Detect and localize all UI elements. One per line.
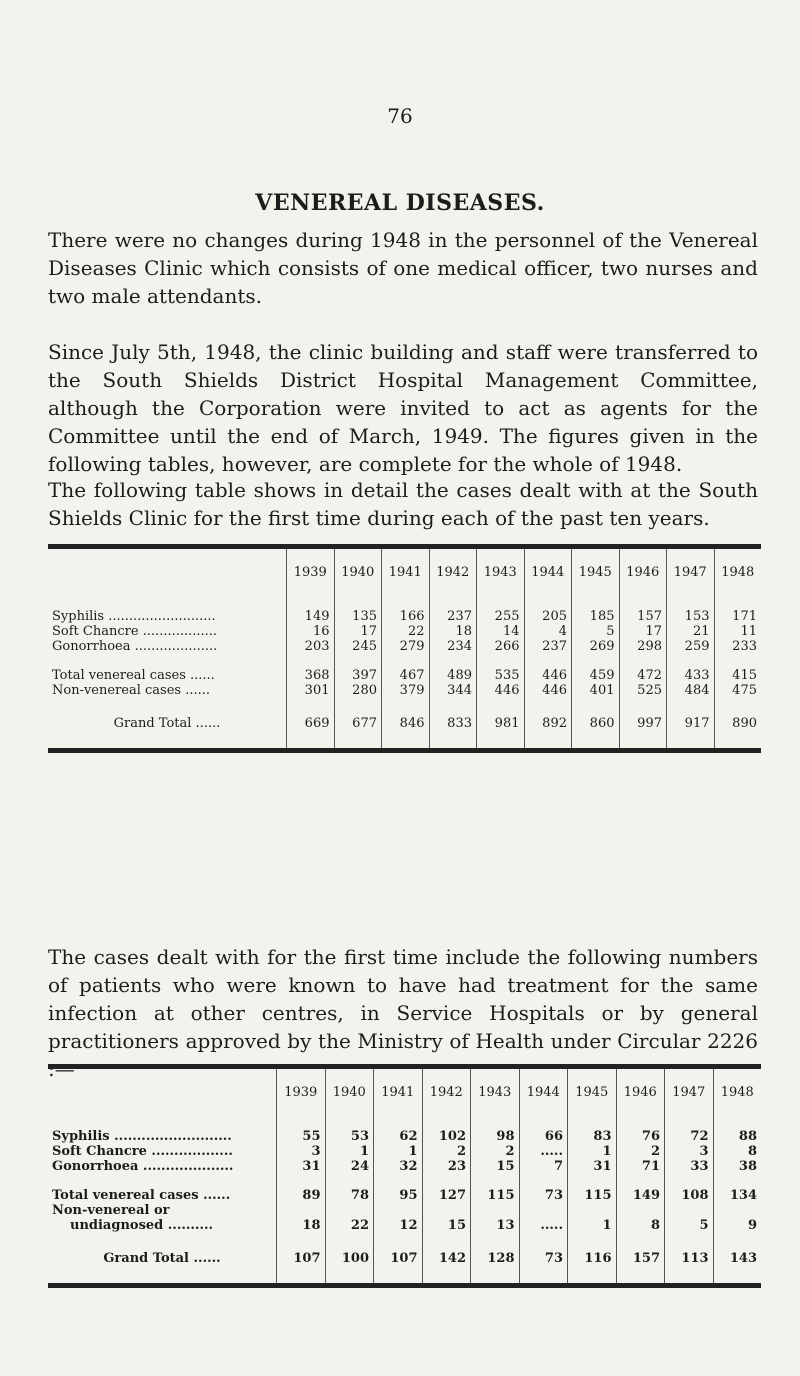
cell: 149 [287, 609, 335, 624]
cell: 31 [568, 1159, 617, 1174]
row-label: Grand Total ...... [103, 1250, 221, 1266]
row-label: Grand Total ...... [113, 715, 221, 731]
cell: 266 [477, 639, 525, 654]
cell: 17 [619, 624, 667, 639]
row-label: Total venereal cases ...... [52, 668, 215, 683]
cell: 298 [619, 639, 667, 654]
table-row [48, 1188, 761, 1203]
cell: 997 [619, 712, 667, 734]
cell [713, 1203, 761, 1218]
cell: 143 [713, 1247, 761, 1269]
cell: 259 [667, 639, 715, 654]
cell: 89 [277, 1188, 326, 1203]
cell: 100 [325, 1247, 374, 1269]
cell [616, 1203, 665, 1218]
cell [422, 1203, 471, 1218]
year-header: 1945 [572, 547, 620, 596]
cell: 157 [619, 609, 667, 624]
cell: 53 [325, 1129, 374, 1144]
table-row [48, 1129, 761, 1144]
cell: 2 [422, 1144, 471, 1159]
row-label: Gonorrhoea .................... [52, 1159, 234, 1174]
cell [471, 1203, 520, 1218]
table-row [48, 624, 761, 639]
cell: 4 [524, 624, 572, 639]
cell: 95 [374, 1188, 423, 1203]
cell: 245 [334, 639, 382, 654]
cell: 535 [477, 668, 525, 683]
cell: 489 [429, 668, 477, 683]
cell: 1 [568, 1218, 617, 1233]
cell: 446 [524, 668, 572, 683]
cell: 83 [568, 1129, 617, 1144]
cell: 379 [382, 683, 430, 698]
cell: 32 [374, 1159, 423, 1174]
year-header: 1944 [519, 1067, 568, 1116]
cell: 11 [714, 624, 761, 639]
table-row [48, 668, 761, 683]
cell: 269 [572, 639, 620, 654]
cell: 5 [665, 1218, 714, 1233]
cell: 279 [382, 639, 430, 654]
paragraph-circular: The cases dealt with for the first time include the following numbers of patients who were known to have had treatment for the same infection at other centres, in Service Hospitals or by general practitioners approved by the Ministry of Health under Circular 2226 :— [48, 945, 758, 1081]
cell: 205 [524, 609, 572, 624]
table-row-total [48, 1247, 761, 1269]
cell: 1 [325, 1144, 374, 1159]
cell: 15 [422, 1218, 471, 1233]
cell: 31 [277, 1159, 326, 1174]
cell: 8 [713, 1144, 761, 1159]
cell: 7 [519, 1159, 568, 1174]
row-label: Syphilis .......................... [52, 1129, 232, 1144]
row-label: Soft Chancre .................. [52, 624, 218, 639]
row-label: Gonorrhoea .................... [52, 639, 218, 654]
year-header: 1945 [568, 1067, 617, 1116]
cell [277, 1203, 326, 1218]
year-header: 1940 [334, 547, 382, 596]
year-header: 1940 [325, 1067, 374, 1116]
page-number: 76 [387, 104, 413, 128]
cell: 892 [524, 712, 572, 734]
cell: 234 [429, 639, 477, 654]
cell: 66 [519, 1129, 568, 1144]
cell: ..... [519, 1218, 568, 1233]
cell: 135 [334, 609, 382, 624]
cell: 237 [429, 609, 477, 624]
cell: 157 [616, 1247, 665, 1269]
cell: 72 [665, 1129, 714, 1144]
cell: 917 [667, 712, 715, 734]
cell [568, 1203, 617, 1218]
cell: 16 [287, 624, 335, 639]
cell [665, 1203, 714, 1218]
cell: 433 [667, 668, 715, 683]
cell: 134 [713, 1188, 761, 1203]
table-header-row [48, 547, 761, 596]
page-title: VENEREAL DISEASES. [255, 190, 545, 216]
paragraph-table-intro: The following table shows in detail the cases dealt with at the South Shields Clinic for the first time during each of the past ten years. [48, 478, 758, 530]
table-row [48, 1203, 761, 1218]
year-header: 1946 [619, 547, 667, 596]
cell: 128 [471, 1247, 520, 1269]
cell: 846 [382, 712, 430, 734]
cell: 2 [471, 1144, 520, 1159]
row-label: Total venereal cases ...... [52, 1188, 231, 1203]
cell: ..... [519, 1144, 568, 1159]
paragraph-staff: There were no changes during 1948 in the personnel of the Venereal Diseases Clinic which consists of one medical officer, two nurses and two male attendants. [48, 228, 758, 308]
cell: 472 [619, 668, 667, 683]
cell: 344 [429, 683, 477, 698]
cell: 33 [665, 1159, 714, 1174]
cell: 459 [572, 668, 620, 683]
cell: 107 [277, 1247, 326, 1269]
cell: 22 [325, 1218, 374, 1233]
cell: 484 [667, 683, 715, 698]
cell: 237 [524, 639, 572, 654]
row-label: Non-venereal or [52, 1203, 170, 1218]
cell: 153 [667, 609, 715, 624]
cell: 23 [422, 1159, 471, 1174]
table-row [48, 609, 761, 624]
cell: 24 [325, 1159, 374, 1174]
paragraph-transfer: Since July 5th, 1948, the clinic building and staff were transferred to the South Shields District Hospital Management Committee, although the Corporation were invited to act as agents for the Committee until the end of March, 1949. The figures given in the following tables, however, are complete for the whole of 1948. [48, 340, 758, 476]
cell: 98 [471, 1129, 520, 1144]
year-header: 1943 [477, 547, 525, 596]
year-header: 1948 [713, 1067, 761, 1116]
cell [325, 1203, 374, 1218]
row-label: undiagnosed .......... [70, 1218, 214, 1233]
cell: 2 [616, 1144, 665, 1159]
cell: 397 [334, 668, 382, 683]
cell: 446 [524, 683, 572, 698]
cell: 833 [429, 712, 477, 734]
cell: 280 [334, 683, 382, 698]
cell: 446 [477, 683, 525, 698]
year-header: 1943 [471, 1067, 520, 1116]
cell: 301 [287, 683, 335, 698]
cell: 73 [519, 1247, 568, 1269]
cell: 115 [471, 1188, 520, 1203]
cell: 76 [616, 1129, 665, 1144]
cell: 15 [471, 1159, 520, 1174]
cell: 115 [568, 1188, 617, 1203]
cell: 22 [382, 624, 430, 639]
cell [374, 1203, 423, 1218]
cell: 17 [334, 624, 382, 639]
cell: 14 [477, 624, 525, 639]
cell: 677 [334, 712, 382, 734]
cell: 127 [422, 1188, 471, 1203]
cell: 233 [714, 639, 761, 654]
cell: 12 [374, 1218, 423, 1233]
year-header: 1941 [382, 547, 430, 596]
year-header: 1946 [616, 1067, 665, 1116]
year-header: 1939 [277, 1067, 326, 1116]
year-header: 1944 [524, 547, 572, 596]
cell: 475 [714, 683, 761, 698]
cell: 171 [714, 609, 761, 624]
cell: 113 [665, 1247, 714, 1269]
table-header-row [48, 1067, 761, 1116]
year-header: 1942 [422, 1067, 471, 1116]
cell: 255 [477, 609, 525, 624]
cell: 525 [619, 683, 667, 698]
cell: 149 [616, 1188, 665, 1203]
table-row [48, 639, 761, 654]
cell: 9 [713, 1218, 761, 1233]
table-row [48, 683, 761, 698]
cell: 18 [429, 624, 477, 639]
cell: 88 [713, 1129, 761, 1144]
cell: 108 [665, 1188, 714, 1203]
cell: 55 [277, 1129, 326, 1144]
row-label: Non-venereal cases ...... [52, 683, 211, 698]
cell: 1 [374, 1144, 423, 1159]
year-header: 1942 [429, 547, 477, 596]
prior-treatment-table [48, 1064, 761, 1288]
cell: 981 [477, 712, 525, 734]
cell [519, 1203, 568, 1218]
cell: 107 [374, 1247, 423, 1269]
cell: 401 [572, 683, 620, 698]
cell: 1 [568, 1144, 617, 1159]
cell: 142 [422, 1247, 471, 1269]
cell: 102 [422, 1129, 471, 1144]
year-header: 1947 [665, 1067, 714, 1116]
cell: 669 [287, 712, 335, 734]
cell: 185 [572, 609, 620, 624]
cell: 415 [714, 668, 761, 683]
cell: 78 [325, 1188, 374, 1203]
year-header: 1948 [714, 547, 761, 596]
cell: 73 [519, 1188, 568, 1203]
cell: 18 [277, 1218, 326, 1233]
cell: 5 [572, 624, 620, 639]
cell: 203 [287, 639, 335, 654]
cell: 3 [277, 1144, 326, 1159]
cell: 890 [714, 712, 761, 734]
cell: 38 [713, 1159, 761, 1174]
cell: 8 [616, 1218, 665, 1233]
cell: 860 [572, 712, 620, 734]
row-label: Soft Chancre .................. [52, 1144, 233, 1159]
table-row [48, 1144, 761, 1159]
cell: 368 [287, 668, 335, 683]
cell: 166 [382, 609, 430, 624]
year-header: 1947 [667, 547, 715, 596]
year-header: 1941 [374, 1067, 423, 1116]
cell: 21 [667, 624, 715, 639]
cell: 62 [374, 1129, 423, 1144]
cell: 71 [616, 1159, 665, 1174]
table-row [48, 1159, 761, 1174]
table-row [48, 1218, 761, 1233]
cell: 13 [471, 1218, 520, 1233]
cell: 116 [568, 1247, 617, 1269]
cell: 467 [382, 668, 430, 683]
cell: 3 [665, 1144, 714, 1159]
table-row-total [48, 712, 761, 734]
year-header: 1939 [287, 547, 335, 596]
cases-table [48, 544, 761, 753]
row-label: Syphilis .......................... [52, 609, 216, 624]
